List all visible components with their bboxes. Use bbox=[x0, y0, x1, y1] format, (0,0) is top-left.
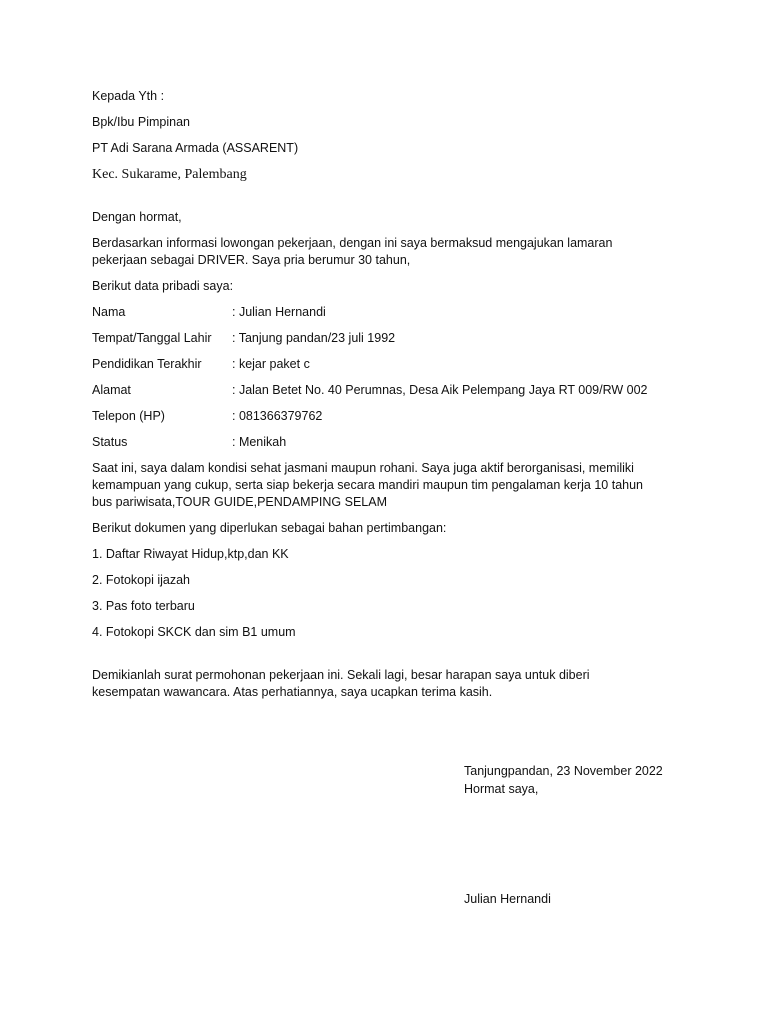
personal-label: Pendidikan Terakhir bbox=[92, 357, 202, 371]
personal-value: : Tanjung pandan/23 juli 1992 bbox=[232, 331, 396, 345]
recipient-location: Kec. Sukarame, Palembang bbox=[92, 167, 247, 182]
intro-paragraph: Berdasarkan informasi lowongan pekerjaan, dengan ini saya bermaksud mengajukan lamaran pekerjaan sebagai DRIVER. Saya pria berumur 30 tahun, bbox=[92, 236, 613, 267]
document-item: 2. Fotokopi ijazah bbox=[92, 573, 190, 587]
personal-label: Telepon (HP) bbox=[92, 409, 165, 423]
recipient-title: Bpk/Ibu Pimpinan bbox=[92, 115, 190, 129]
documents-intro: Berikut dokumen yang diperlukan sebagai bahan pertimbangan: bbox=[92, 521, 447, 535]
signature-regards: Hormat saya, bbox=[464, 782, 539, 796]
personal-label: Nama bbox=[92, 305, 126, 319]
personal-value: : Jalan Betet No. 40 Perumnas, Desa Aik Pelempang Jaya RT 009/RW 002 bbox=[232, 383, 648, 397]
personal-data-intro: Berikut data pribadi saya: bbox=[92, 279, 234, 293]
document-item: 1. Daftar Riwayat Hidup,ktp,dan KK bbox=[92, 547, 289, 561]
personal-value: : Menikah bbox=[232, 435, 287, 449]
condition-paragraph: Saat ini, saya dalam kondisi sehat jasmani maupun rohani. Saya juga aktif berorganisasi, memiliki kemampuan yang cukup, serta siap bekerja secara mandiri maupun tim pengalaman kerja 10 tahun bus pariwisata,TOUR GUIDE,PENDAMPING SELAM bbox=[92, 461, 644, 509]
signature-name: Julian Hernandi bbox=[464, 892, 551, 906]
personal-label: Alamat bbox=[92, 383, 131, 397]
document-item: 4. Fotokopi SKCK dan sim B1 umum bbox=[92, 625, 296, 639]
personal-label: Status bbox=[92, 435, 128, 449]
salutation: Dengan hormat, bbox=[92, 210, 182, 224]
personal-label: Tempat/Tanggal Lahir bbox=[92, 331, 212, 345]
recipient-greeting: Kepada Yth : bbox=[92, 89, 165, 103]
closing-paragraph: Demikianlah surat permohonan pekerjaan ini. Sekali lagi, besar harapan saya untuk diberi kesempatan wawancara. Atas perhatiannya, saya ucapkan terima kasih. bbox=[92, 668, 590, 699]
document-item: 3. Pas foto terbaru bbox=[92, 599, 195, 613]
personal-value: : kejar paket c bbox=[232, 357, 310, 371]
recipient-company: PT Adi Sarana Armada (ASSARENT) bbox=[92, 141, 299, 155]
personal-value: : 081366379762 bbox=[232, 409, 323, 423]
signature-place-date: Tanjungpandan, 23 November 2022 bbox=[464, 764, 663, 778]
personal-value: : Julian Hernandi bbox=[232, 305, 326, 319]
